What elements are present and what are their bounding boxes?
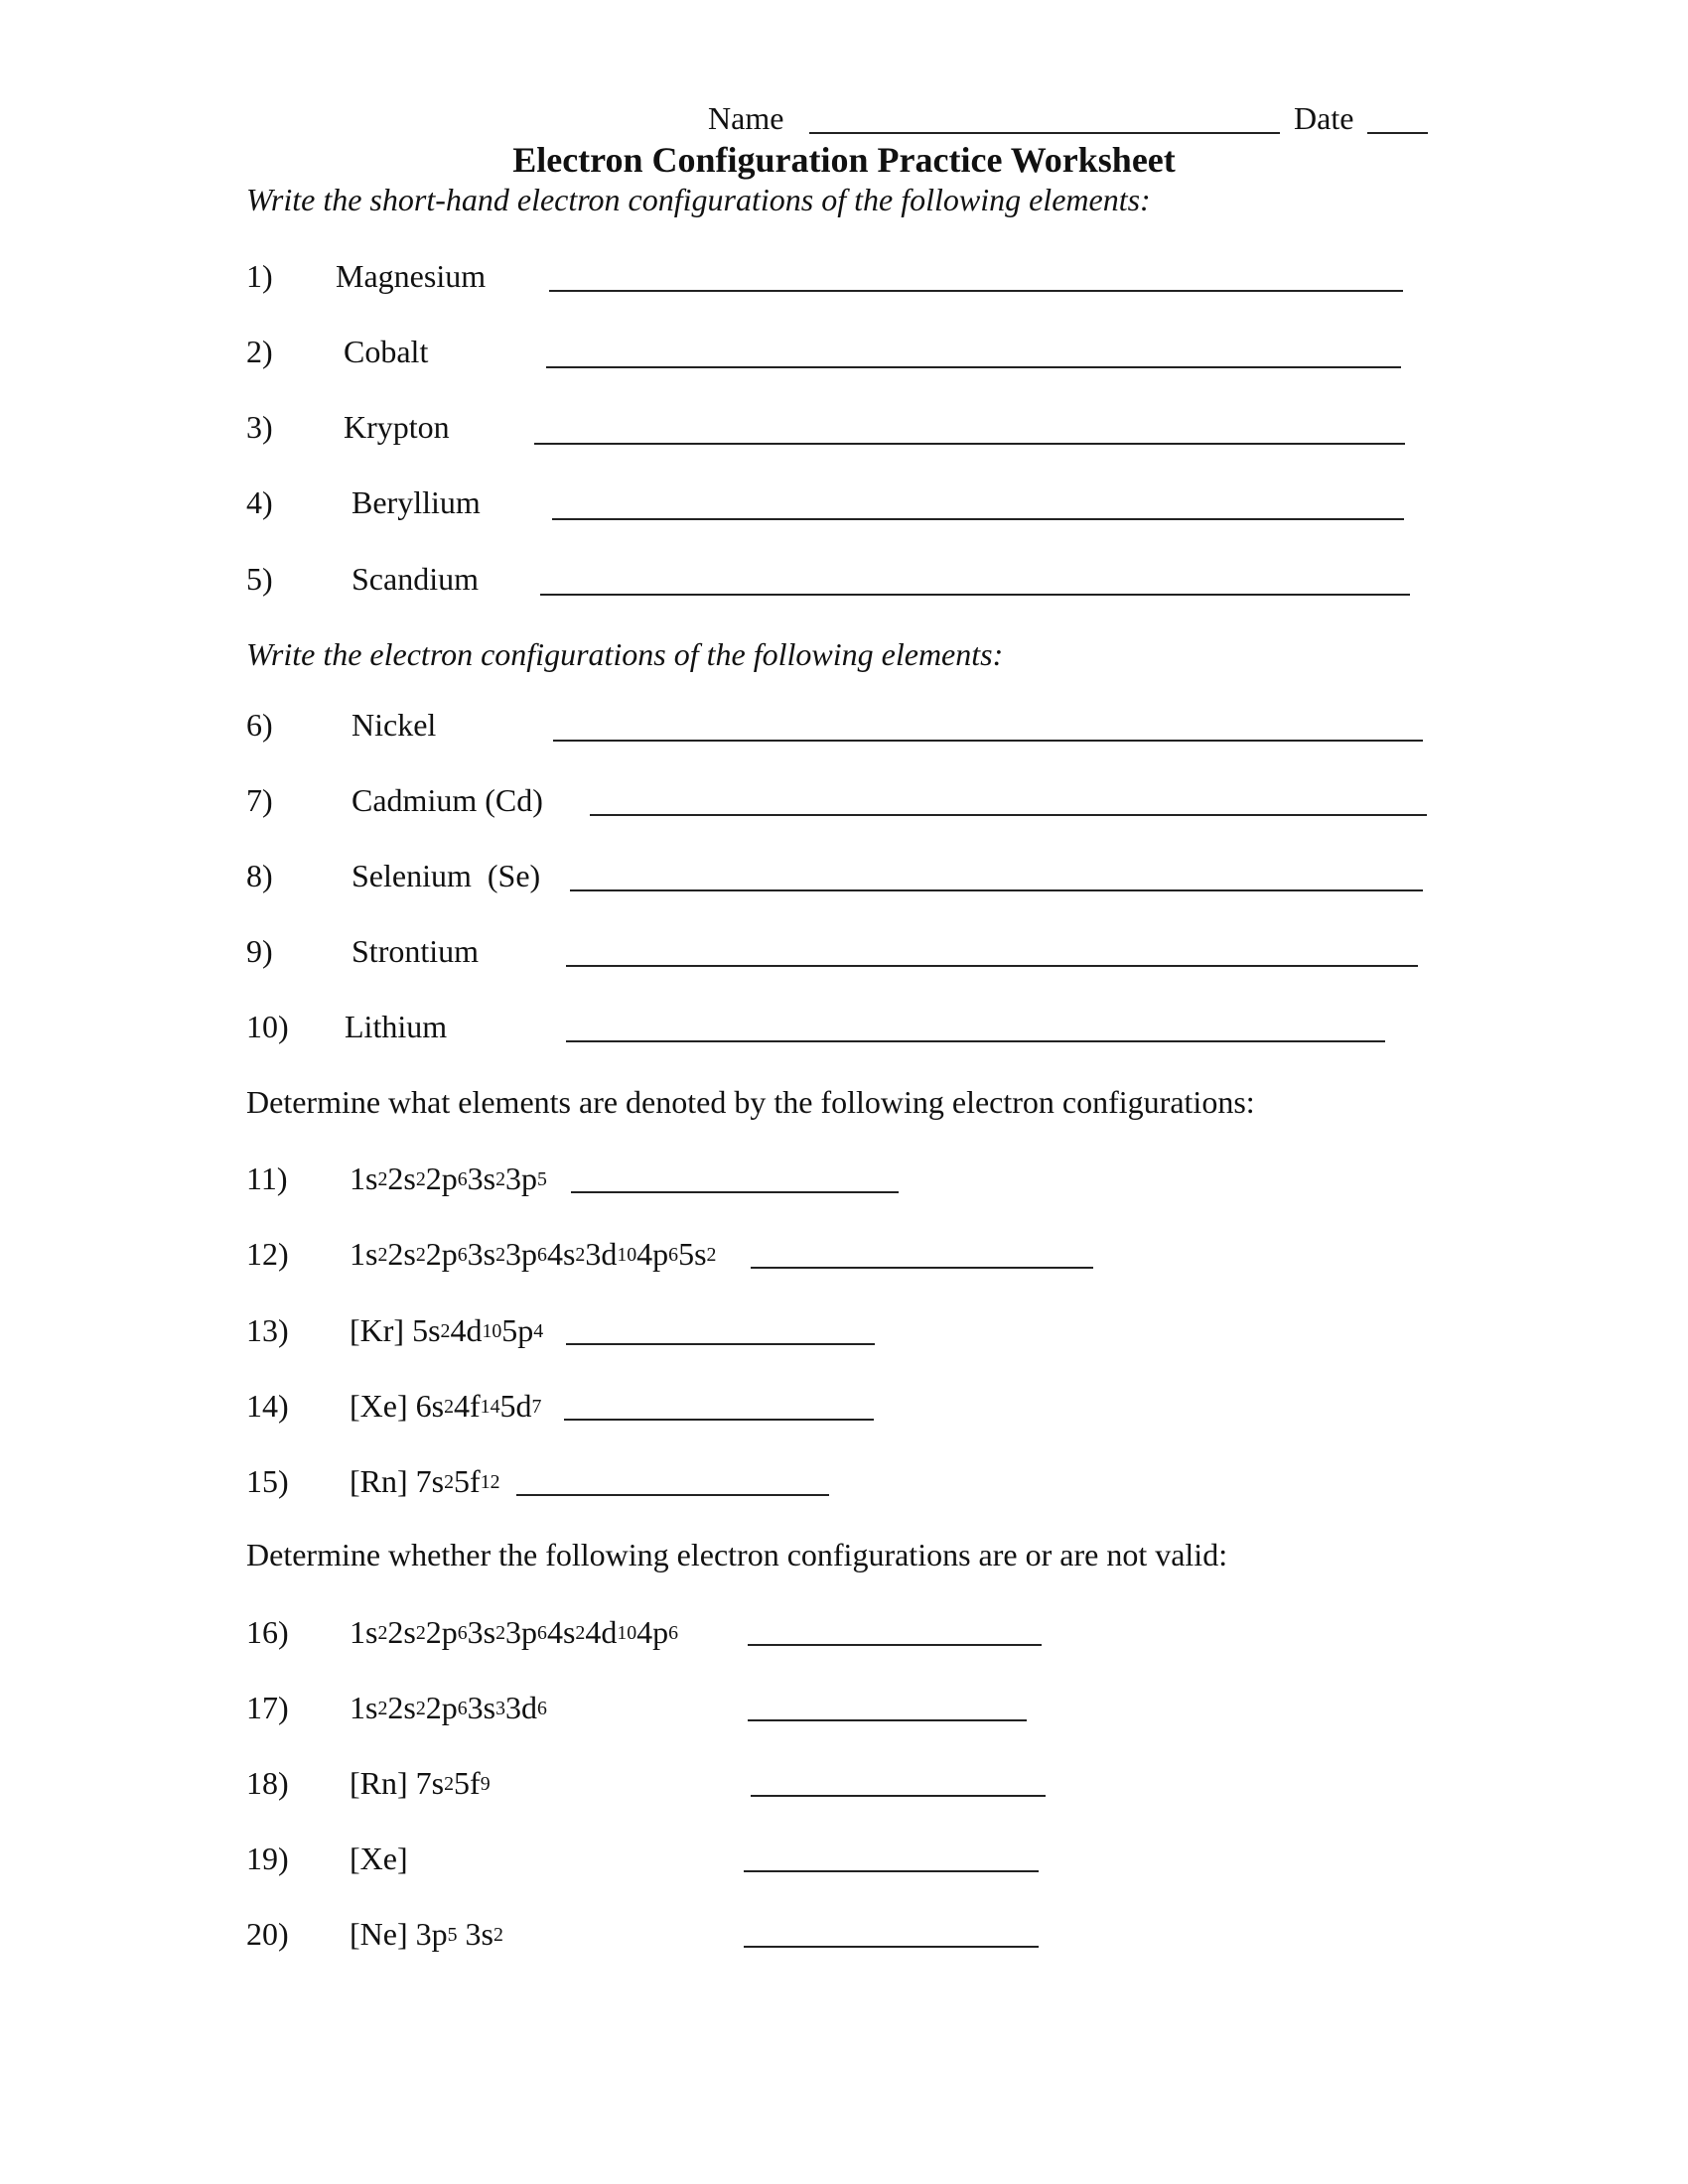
element-label: Nickel [352,707,437,743]
orbital-term: 3s [457,1916,493,1952]
orbital-term: 2s [387,1690,416,1725]
question-number: 20) [246,1916,289,1952]
answer-blank[interactable] [748,1719,1027,1721]
question-number: 16) [246,1614,289,1650]
orbital-term: 3s [467,1236,496,1272]
electron-configuration [350,1310,543,1350]
electron-configuration [350,1688,547,1727]
worksheet-title: Electron Configuration Practice Worksheet [512,140,1176,180]
orbital-term: 4p [636,1614,669,1650]
electron-configuration [350,1612,678,1652]
orbital-term: [Xe] 6s [350,1388,445,1424]
question-number: 17) [246,1690,289,1725]
date-blank[interactable] [1367,132,1428,134]
orbital-term: 4s [546,1236,576,1272]
orbital-term: [Xe] [350,1841,408,1876]
question-number: 18) [246,1765,289,1801]
electron-configuration [350,1386,541,1426]
electron-count: 2 [444,1396,454,1419]
question-number: 8) [246,858,273,893]
answer-blank[interactable] [516,1494,829,1496]
answer-blank[interactable] [566,1040,1385,1042]
electron-count: 9 [480,1773,491,1796]
electron-count: 14 [480,1396,500,1419]
electron-count: 2 [415,1698,426,1720]
question-number: 7) [246,782,273,818]
question-number: 11) [246,1160,288,1196]
electron-count: 2 [495,1168,506,1191]
electron-count: 6 [457,1244,468,1267]
name-label: Name [708,100,784,136]
orbital-term: [Rn] 7s [350,1765,445,1801]
answer-blank[interactable] [571,1191,899,1193]
electron-count: 12 [480,1471,500,1494]
orbital-term: 3d [585,1236,618,1272]
electron-configuration [350,1763,491,1803]
electron-count: 6 [668,1622,679,1645]
orbital-term: 3s [467,1160,496,1196]
electron-count: 6 [537,1244,547,1267]
electron-count: 7 [531,1396,542,1419]
answer-blank[interactable] [534,443,1405,445]
answer-blank[interactable] [748,1644,1042,1646]
electron-count: 6 [537,1622,547,1645]
orbital-term: 2p [425,1614,458,1650]
electron-count: 6 [457,1622,468,1645]
orbital-term: 2s [387,1160,416,1196]
answer-blank[interactable] [564,1419,874,1421]
element-label: Cobalt [344,334,429,369]
electron-count: 2 [377,1622,388,1645]
orbital-term: 5d [499,1388,532,1424]
question-number: 2) [246,334,273,369]
electron-count: 6 [668,1244,679,1267]
electron-configuration [350,1234,716,1274]
element-label: Scandium [352,561,479,597]
answer-blank[interactable] [549,290,1403,292]
section-3-instruction: Determine what elements are denoted by the following electron configurations: [246,1084,1255,1120]
answer-blank[interactable] [566,965,1418,967]
orbital-term: 2s [387,1614,416,1650]
orbital-term: 2p [425,1236,458,1272]
orbital-term: 5f [454,1463,481,1499]
name-blank[interactable] [809,132,1280,134]
orbital-term: 1s [350,1690,378,1725]
question-number: 19) [246,1841,289,1876]
electron-count: 2 [575,1244,586,1267]
question-number: 10) [246,1009,289,1044]
electron-count: 2 [495,1622,506,1645]
orbital-term: 1s [350,1614,378,1650]
answer-blank[interactable] [744,1870,1039,1872]
orbital-term: [Rn] 7s [350,1463,445,1499]
answer-blank[interactable] [751,1795,1046,1797]
question-number: 15) [246,1463,289,1499]
electron-count: 2 [415,1244,426,1267]
orbital-term: 3s [467,1614,496,1650]
element-label: Cadmium (Cd) [352,782,543,818]
question-number: 4) [246,484,273,520]
orbital-term: 4f [454,1388,481,1424]
section-1-instruction: Write the short-hand electron configurations of the following elements: [246,182,1151,217]
element-label: Magnesium [336,258,487,294]
element-label: Lithium [345,1009,448,1044]
electron-count: 3 [495,1698,506,1720]
question-number: 1) [246,258,273,294]
orbital-term: 1s [350,1236,378,1272]
orbital-term: 3p [505,1160,538,1196]
question-number: 9) [246,933,273,969]
orbital-term: [Ne] 3p [350,1916,448,1952]
electron-count: 10 [617,1622,637,1645]
electron-configuration [350,1159,547,1198]
answer-blank[interactable] [751,1267,1093,1269]
orbital-term: 5s [678,1236,707,1272]
electron-count: 2 [706,1244,717,1267]
electron-count: 2 [377,1168,388,1191]
orbital-term: 4s [546,1614,576,1650]
electron-count: 4 [533,1320,544,1343]
orbital-term: 5p [501,1312,534,1348]
orbital-term: 2p [425,1160,458,1196]
orbital-term: 3p [505,1614,538,1650]
answer-blank[interactable] [744,1946,1039,1948]
answer-blank[interactable] [590,814,1427,816]
orbital-term: 1s [350,1160,378,1196]
electron-count: 5 [447,1924,458,1947]
section-2-instruction: Write the electron configurations of the following elements: [246,636,1004,672]
answer-blank[interactable] [552,518,1404,520]
electron-count: 2 [444,1773,455,1796]
electron-configuration [350,1839,408,1878]
electron-count: 6 [457,1168,468,1191]
orbital-term: 2s [387,1236,416,1272]
electron-count: 2 [493,1924,503,1947]
electron-configuration [350,1914,503,1954]
electron-count: 2 [415,1622,426,1645]
orbital-term: 3d [505,1690,538,1725]
orbital-term: 5f [454,1765,481,1801]
electron-count: 2 [415,1168,426,1191]
question-number: 3) [246,409,273,445]
electron-count: 2 [440,1320,451,1343]
element-label: Beryllium [352,484,481,520]
orbital-term: 4p [636,1236,669,1272]
element-label: Strontium [352,933,480,969]
question-number: 12) [246,1236,289,1272]
electron-count: 2 [495,1244,506,1267]
electron-count: 2 [575,1622,586,1645]
electron-count: 5 [537,1168,547,1191]
electron-configuration [350,1461,500,1501]
answer-blank[interactable] [570,889,1423,891]
electron-count: 6 [537,1698,547,1720]
answer-blank[interactable] [540,594,1410,596]
section-4-instruction: Determine whether the following electron configurations are or are not valid: [246,1537,1228,1572]
answer-blank[interactable] [566,1343,875,1345]
electron-count: 10 [482,1320,502,1343]
orbital-term: 3p [505,1236,538,1272]
element-label: Krypton [344,409,450,445]
electron-count: 10 [617,1244,637,1267]
question-number: 6) [246,707,273,743]
question-number: 13) [246,1312,289,1348]
element-label: Selenium (Se) [352,858,541,893]
orbital-term: [Kr] 5s [350,1312,441,1348]
electron-count: 2 [444,1471,455,1494]
electron-count: 2 [377,1244,388,1267]
orbital-term: 2p [425,1690,458,1725]
orbital-term: 4d [585,1614,618,1650]
answer-blank[interactable] [553,740,1423,742]
date-label: Date [1294,100,1354,136]
answer-blank[interactable] [546,366,1401,368]
electron-count: 6 [457,1698,468,1720]
orbital-term: 3s [467,1690,496,1725]
question-number: 14) [246,1388,289,1424]
question-number: 5) [246,561,273,597]
electron-count: 2 [377,1698,388,1720]
orbital-term: 4d [450,1312,483,1348]
